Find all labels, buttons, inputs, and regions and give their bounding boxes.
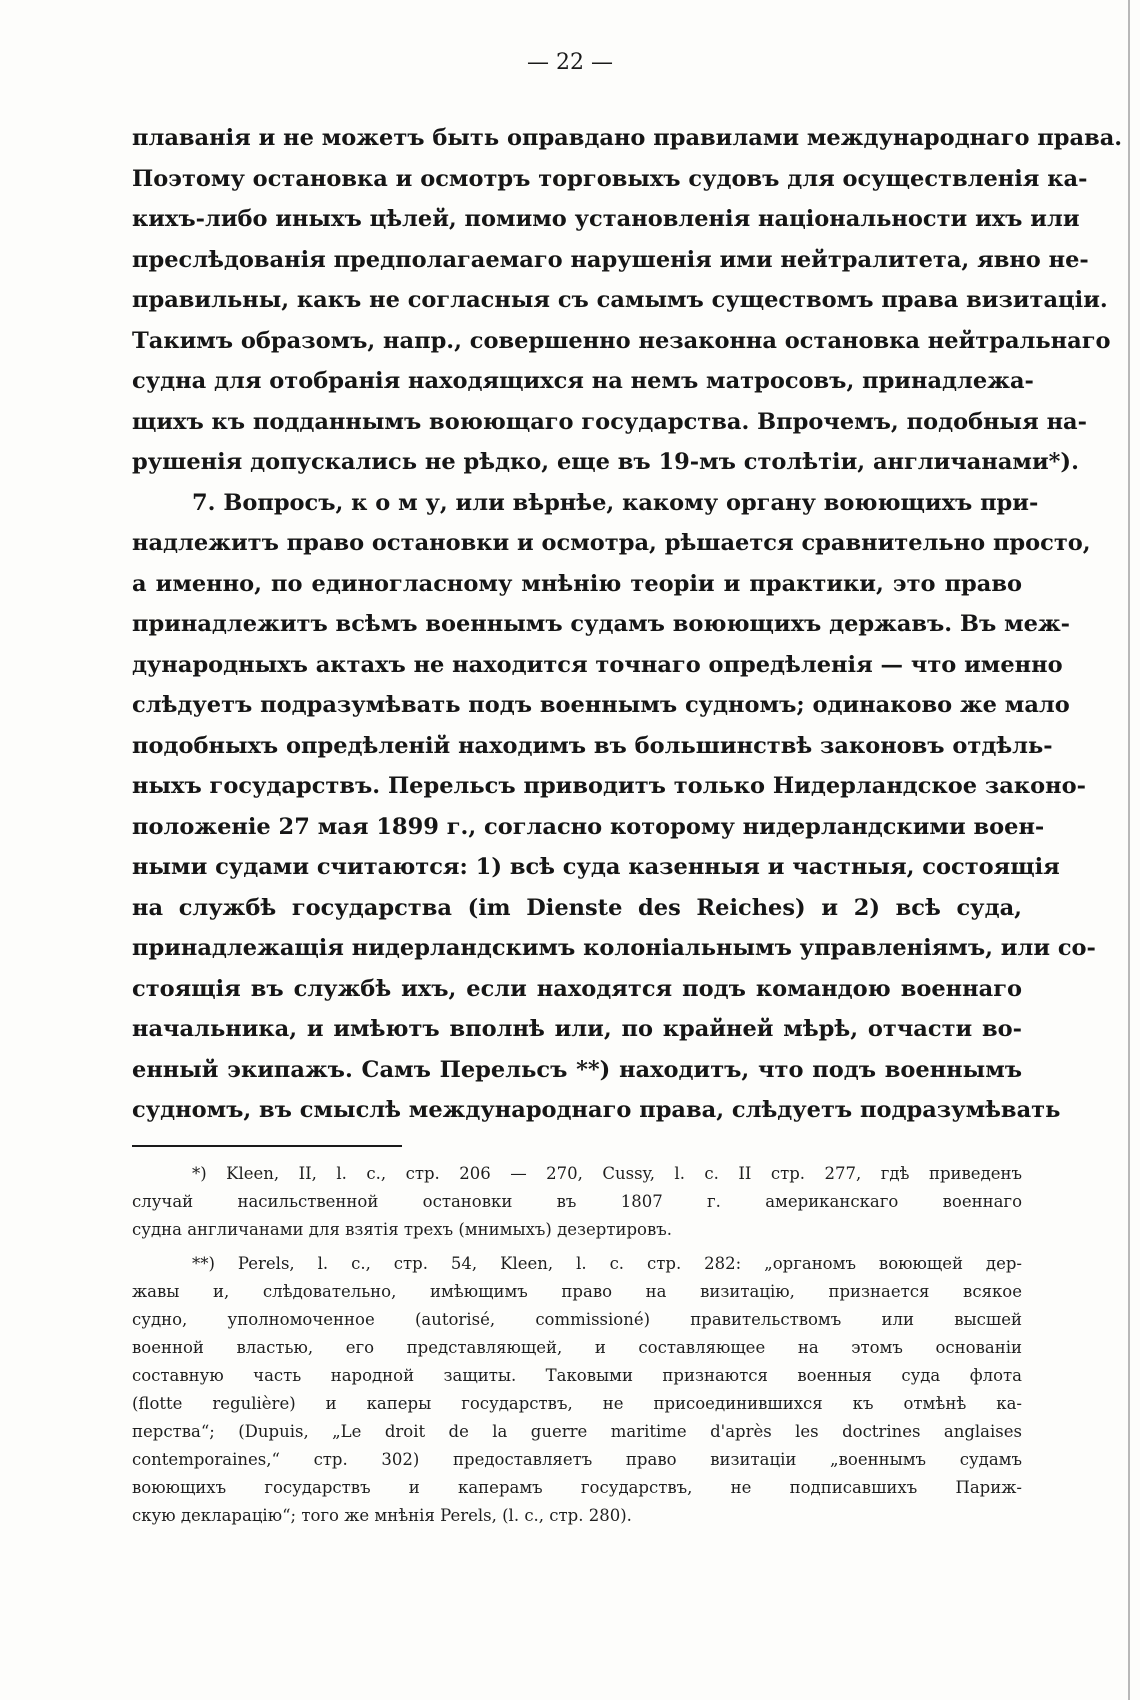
footnote-line: contemporaines,“ стр. 302) предоставляетъ право визитаціи „военнымъ судамъ [132,1450,1022,1469]
footnote-line: (flotte regulière) и каперы государствъ, не присоединившихся къ отмѣнѣ ка- [132,1394,1022,1413]
footnote-line: судно, уполномоченное (autorisé, commissioné) правительствомъ или высшей [132,1310,1022,1329]
text-line: енный экипажъ. Самъ Перельсъ **) находитъ, что подъ военнымъ [132,1056,1022,1083]
footnote-line: **) Perels, l. c., стр. 54, Kleen, l. c. стр. 282: „органомъ воюющей дер- [192,1254,1022,1273]
text-line: принадлежащія нидерландскимъ колоніальнымъ управленіямъ, или со- [132,935,1096,961]
text-line: судномъ, въ смыслѣ международнаго права, слѣдуетъ подразумѣвать [132,1097,1061,1123]
paragraph-start-line: 7. Вопросъ, к о м у, или вѣрнѣе, какому органу воюющихъ при- [192,489,1039,516]
footnote-line: *) Kleen, II, l. c., стр. 206 — 270, Cussy, l. c. II стр. 277, гдѣ приведенъ [192,1164,1022,1183]
footnote-line: случай насильственной остановки въ 1807 г. американскаго военнаго [132,1192,1022,1211]
footnote-line: воюющихъ государствъ и каперамъ государствъ, не подписавшихъ Париж- [132,1478,1022,1497]
footnote-line: судна англичанами для взятія трехъ (мнимыхъ) дезертировъ. [132,1220,672,1239]
text-line: начальника, и имѣютъ вполнѣ или, по крайней мѣрѣ, отчасти во- [132,1016,1022,1042]
text-line: плаванія и не можетъ быть оправдано правилами международнаго права. [132,125,1123,151]
text-line: рушенія допускались не рѣдко, еще въ 19-мъ столѣтіи, англичанами*). [132,449,1079,475]
text-line: Поэтому остановка и осмотръ торговыхъ судовъ для осуществленія ка- [132,165,1088,192]
text-line: преслѣдованія предполагаемаго нарушенія ими нейтралитета, явно не- [132,246,1089,273]
text-line: положеніе 27 мая 1899 г., согласно которому нидерландскими воен- [132,813,1045,840]
footnote-line: перства“; (Dupuis, „Le droit de la guerre maritime d'après les doctrines anglaises [132,1422,1022,1441]
text-line: ныхъ государствъ. Перельсъ приводитъ только Нидерландское законо- [132,773,1086,799]
footnotes-block [132,1160,1022,1530]
text-line: щихъ къ подданнымъ воюющаго государства. Впрочемъ, подобныя на- [132,408,1087,435]
text-line: стоящія въ службѣ ихъ, если находятся подъ командою военнаго [132,975,1022,1002]
text-line: подобныхъ опредѣленій находимъ въ большинствѣ законовъ отдѣль- [132,732,1053,759]
text-line: ными судами считаются: 1) всѣ суда казенныя и частныя, состоящія [132,854,1060,880]
footnote-line: жавы и, слѣдовательно, имѣющимъ право на визитацію, признается всякое [132,1282,1022,1301]
footnote-line: военной властью, его представляющей, и составляющее на этомъ основаніи [132,1338,1022,1357]
text-line: а именно, по единогласному мнѣнію теоріи и практики, это право [132,570,1022,597]
page-edge-shadow [1128,0,1130,1700]
text-line: правильны, какъ не согласныя съ самымъ существомъ права визитаціи. [132,287,1108,313]
text-line: кихъ-либо иныхъ цѣлей, помимо установленія національности ихъ или [132,206,1080,232]
text-line: слѣдуетъ подразумѣвать подъ военнымъ судномъ; одинаково же мало [132,692,1070,718]
text-line: принадлежитъ всѣмъ военнымъ судамъ воюющихъ державъ. Въ меж- [132,611,1071,637]
text-line: Такимъ образомъ, напр., совершенно незаконна остановка нейтральнаго [132,327,1111,354]
page-number: — 22 — [527,50,613,75]
text-line: надлежитъ право остановки и осмотра, рѣшается сравнительно просто, [132,530,1091,556]
main-text-block [132,118,1123,1131]
text-line: на службѣ государства (im Dienste des Reiches) и 2) всѣ суда, [132,894,1022,921]
text-line: судна для отобранія находящихся на немъ матросовъ, принадлежа- [132,368,1034,394]
footnote-2 [132,1250,1022,1530]
footnote-line: составную часть народной защиты. Таковыми признаются военныя суда флота [132,1366,1022,1385]
footnote-separator [132,1145,402,1147]
footnote-line: скую декларацію“; того же мнѣнія Perels, (l. c., стр. 280). [132,1506,632,1525]
footnote-1 [132,1160,1022,1244]
text-line: дународныхъ актахъ не находится точнаго опредѣленія — что именно [132,651,1063,678]
